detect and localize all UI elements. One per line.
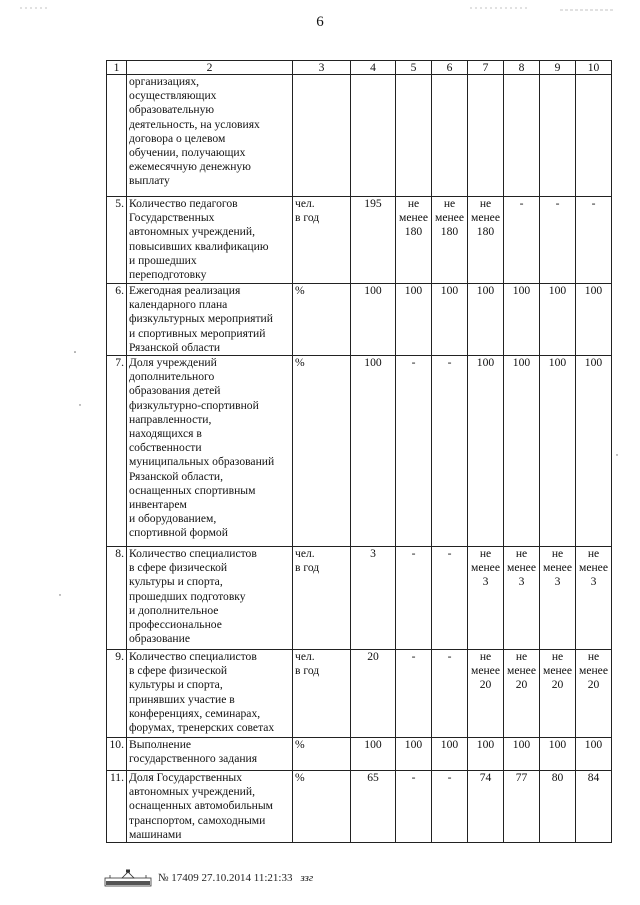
table-row [107, 771, 612, 843]
unit-cell: % [293, 284, 351, 356]
table-row [107, 284, 612, 356]
value-cell: не менее 20 [504, 650, 540, 738]
value-cell: не менее 3 [504, 547, 540, 650]
value-cell: 77 [504, 771, 540, 843]
table-row [107, 547, 612, 650]
unit-cell: чел. в год [293, 197, 351, 284]
row-number: 11. [107, 771, 127, 843]
value-cell: - [576, 197, 612, 284]
value-cell: 20 [351, 650, 396, 738]
header-cell: 8 [504, 61, 540, 75]
value-cell: 100 [540, 284, 576, 356]
value-cell: 100 [432, 738, 468, 771]
row-number [107, 75, 127, 197]
value-cell: - [504, 197, 540, 284]
value-cell: - [396, 547, 432, 650]
value-cell: 80 [540, 771, 576, 843]
value-cell: 100 [540, 738, 576, 771]
value-cell: - [432, 650, 468, 738]
value-cell: 100 [396, 284, 432, 356]
table-row [107, 75, 612, 197]
value-cell: - [432, 771, 468, 843]
indicator-name: Доля Государственных автономных учреждений, оснащенных автомобильным транспортом, самоходными машинами [127, 771, 293, 843]
table-row [107, 738, 612, 771]
value-cell: 100 [576, 738, 612, 771]
value-cell: 3 [351, 547, 396, 650]
unit-cell: чел. в год [293, 650, 351, 738]
indicator-name: Количество специалистов в сфере физической культуры и спорта, прошедших подготовку и дополнительное профессиональное образование [127, 547, 293, 650]
indicator-name: Доля учреждений дополнительного образования детей физкультурно-спортивной направленности, находящихся в собственности муниципальных образований Рязанской области, оснащенных спортивным инвентарем и оборудованием, спортивной формой [127, 356, 293, 547]
value-cell: - [396, 771, 432, 843]
table-row [107, 197, 612, 284]
value-cell: 100 [351, 738, 396, 771]
value-cell: 74 [468, 771, 504, 843]
header-cell: 9 [540, 61, 576, 75]
header-cell: 6 [432, 61, 468, 75]
header-cell: 2 [127, 61, 293, 75]
value-cell: 84 [576, 771, 612, 843]
value-cell: - [396, 650, 432, 738]
header-cell: 10 [576, 61, 612, 75]
row-number: 9. [107, 650, 127, 738]
value-cell: не менее 3 [540, 547, 576, 650]
value-cell: не менее 3 [468, 547, 504, 650]
registry-seal-icon [104, 869, 152, 887]
unit-cell [293, 75, 351, 197]
unit-cell: % [293, 356, 351, 547]
document-footer [104, 868, 524, 888]
value-cell [576, 75, 612, 197]
value-cell: 100 [468, 284, 504, 356]
indicators-table [106, 60, 612, 843]
value-cell [468, 75, 504, 197]
header-cell: 7 [468, 61, 504, 75]
value-cell: - [432, 356, 468, 547]
value-cell: 100 [351, 284, 396, 356]
header-cell: 1 [107, 61, 127, 75]
value-cell: 65 [351, 771, 396, 843]
indicator-name: Выполнение государственного задания [127, 738, 293, 771]
value-cell [504, 75, 540, 197]
unit-cell: % [293, 738, 351, 771]
value-cell: - [432, 547, 468, 650]
value-cell: не менее 20 [468, 650, 504, 738]
table-row [107, 356, 612, 547]
header-cell: 4 [351, 61, 396, 75]
table-row [107, 650, 612, 738]
indicator-name: Ежегодная реализация календарного плана физкультурных мероприятий и спортивных мероприятий Рязанской области [127, 284, 293, 356]
value-cell: не менее 20 [540, 650, 576, 738]
indicator-name: организациях, осуществляющих образовательную деятельность, на условиях договора о целевом обучении, получающих ежемесячную денежную выплату [127, 75, 293, 197]
row-number: 5. [107, 197, 127, 284]
value-cell: 100 [540, 356, 576, 547]
header-cell: 5 [396, 61, 432, 75]
value-cell: 195 [351, 197, 396, 284]
value-cell [432, 75, 468, 197]
value-cell: не менее 180 [468, 197, 504, 284]
value-cell: не менее 20 [576, 650, 612, 738]
row-number: 8. [107, 547, 127, 650]
value-cell: 100 [576, 284, 612, 356]
value-cell: не менее 3 [576, 547, 612, 650]
row-number: 6. [107, 284, 127, 356]
value-cell: не менее 180 [432, 197, 468, 284]
registration-stamp: № 17409 27.10.2014 11:21:33 [158, 872, 293, 884]
value-cell [396, 75, 432, 197]
indicator-name: Количество специалистов в сфере физической культуры и спорта, принявших участие в конференциях, семинарах, форумах, тренерских советах [127, 650, 293, 738]
header-row [107, 61, 612, 75]
value-cell: 100 [504, 356, 540, 547]
value-cell: - [396, 356, 432, 547]
page-number: 6 [316, 14, 324, 30]
value-cell: 100 [504, 284, 540, 356]
value-cell: - [540, 197, 576, 284]
value-cell [351, 75, 396, 197]
value-cell: 100 [396, 738, 432, 771]
header-cell: 3 [293, 61, 351, 75]
value-cell: 100 [468, 356, 504, 547]
unit-cell: % [293, 771, 351, 843]
row-number: 7. [107, 356, 127, 547]
value-cell: 100 [504, 738, 540, 771]
value-cell [540, 75, 576, 197]
unit-cell: чел. в год [293, 547, 351, 650]
value-cell: 100 [576, 356, 612, 547]
value-cell: не менее 180 [396, 197, 432, 284]
value-cell: 100 [432, 284, 468, 356]
row-number: 10. [107, 738, 127, 771]
handwritten-mark: ззг [300, 872, 314, 884]
value-cell: 100 [468, 738, 504, 771]
indicator-name: Количество педагогов Государственных автономных учреждений, повысивших квалификацию и прошедших переподготовку [127, 197, 293, 284]
value-cell: 100 [351, 356, 396, 547]
